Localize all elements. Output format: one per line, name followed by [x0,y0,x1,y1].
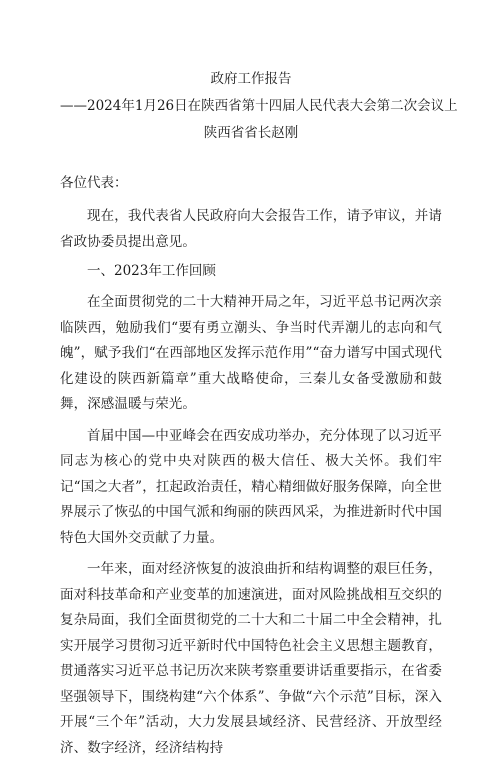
report-title: 政府工作报告 [210,71,292,87]
salutation: 各位代表： [60,175,128,191]
report-author: 陕西省省长赵刚 [203,125,299,141]
body-paragraph: 首届中国—中亚峰会在西安成功举办，充分体现了以习近平同志为核心的党中央对陕西的极大信任、极大关怀。我们牢记“国之大者”，扛起政治责任，精心精细做好服务保障，向全世界展示了恢弘的中国气派和绚丽的陕西风采，为推进新时代中国特色大国外交贡献了力量。 [60,427,442,546]
body-paragraph: 在全面贯彻党的二十大精神开局之年，习近平总书记两次亲临陕西，勉励我们“要有勇立潮头、争当时代弄潮儿的志向和气魄”，赋予我们“在西部地区发挥示范作用”“奋力谱写中国式现代化建设的陕西新篇章”重大战略使命，三秦儿女备受激励和鼓舞，深感温暖与荣光。 [60,294,442,412]
report-title-block [60,66,458,147]
section-heading: 一、2023年工作回顾 [87,263,216,279]
body-paragraph: 一年来，面对经济恢复的波浪曲折和结构调整的艰巨任务，面对科技革命和产业变革的加速演进，面对风险挑战相互交织的复杂局面，我们全面贯彻党的二十大和二十届二中全会精神，扎实开展学习贯彻习近平新时代中国特色社会主义思想主题教育，贯通落实习近平总书记历次来陕考察重要讲话重要指示，在省委坚强领导下，围绕构建“六个体系”、争做“六个示范”目标，深入开展“三个年”活动，大力发展县域经济、民营经济、开放型经济、数字经济，经济结构持 [60,561,442,756]
intro-paragraph: 现在，我代表省人民政府向大会报告工作，请予审议，并请省政协委员提出意见。 [60,208,442,250]
report-subtitle: ——2024年1月26日在陕西省第十四届人民代表大会第二次会议上 [60,98,458,114]
